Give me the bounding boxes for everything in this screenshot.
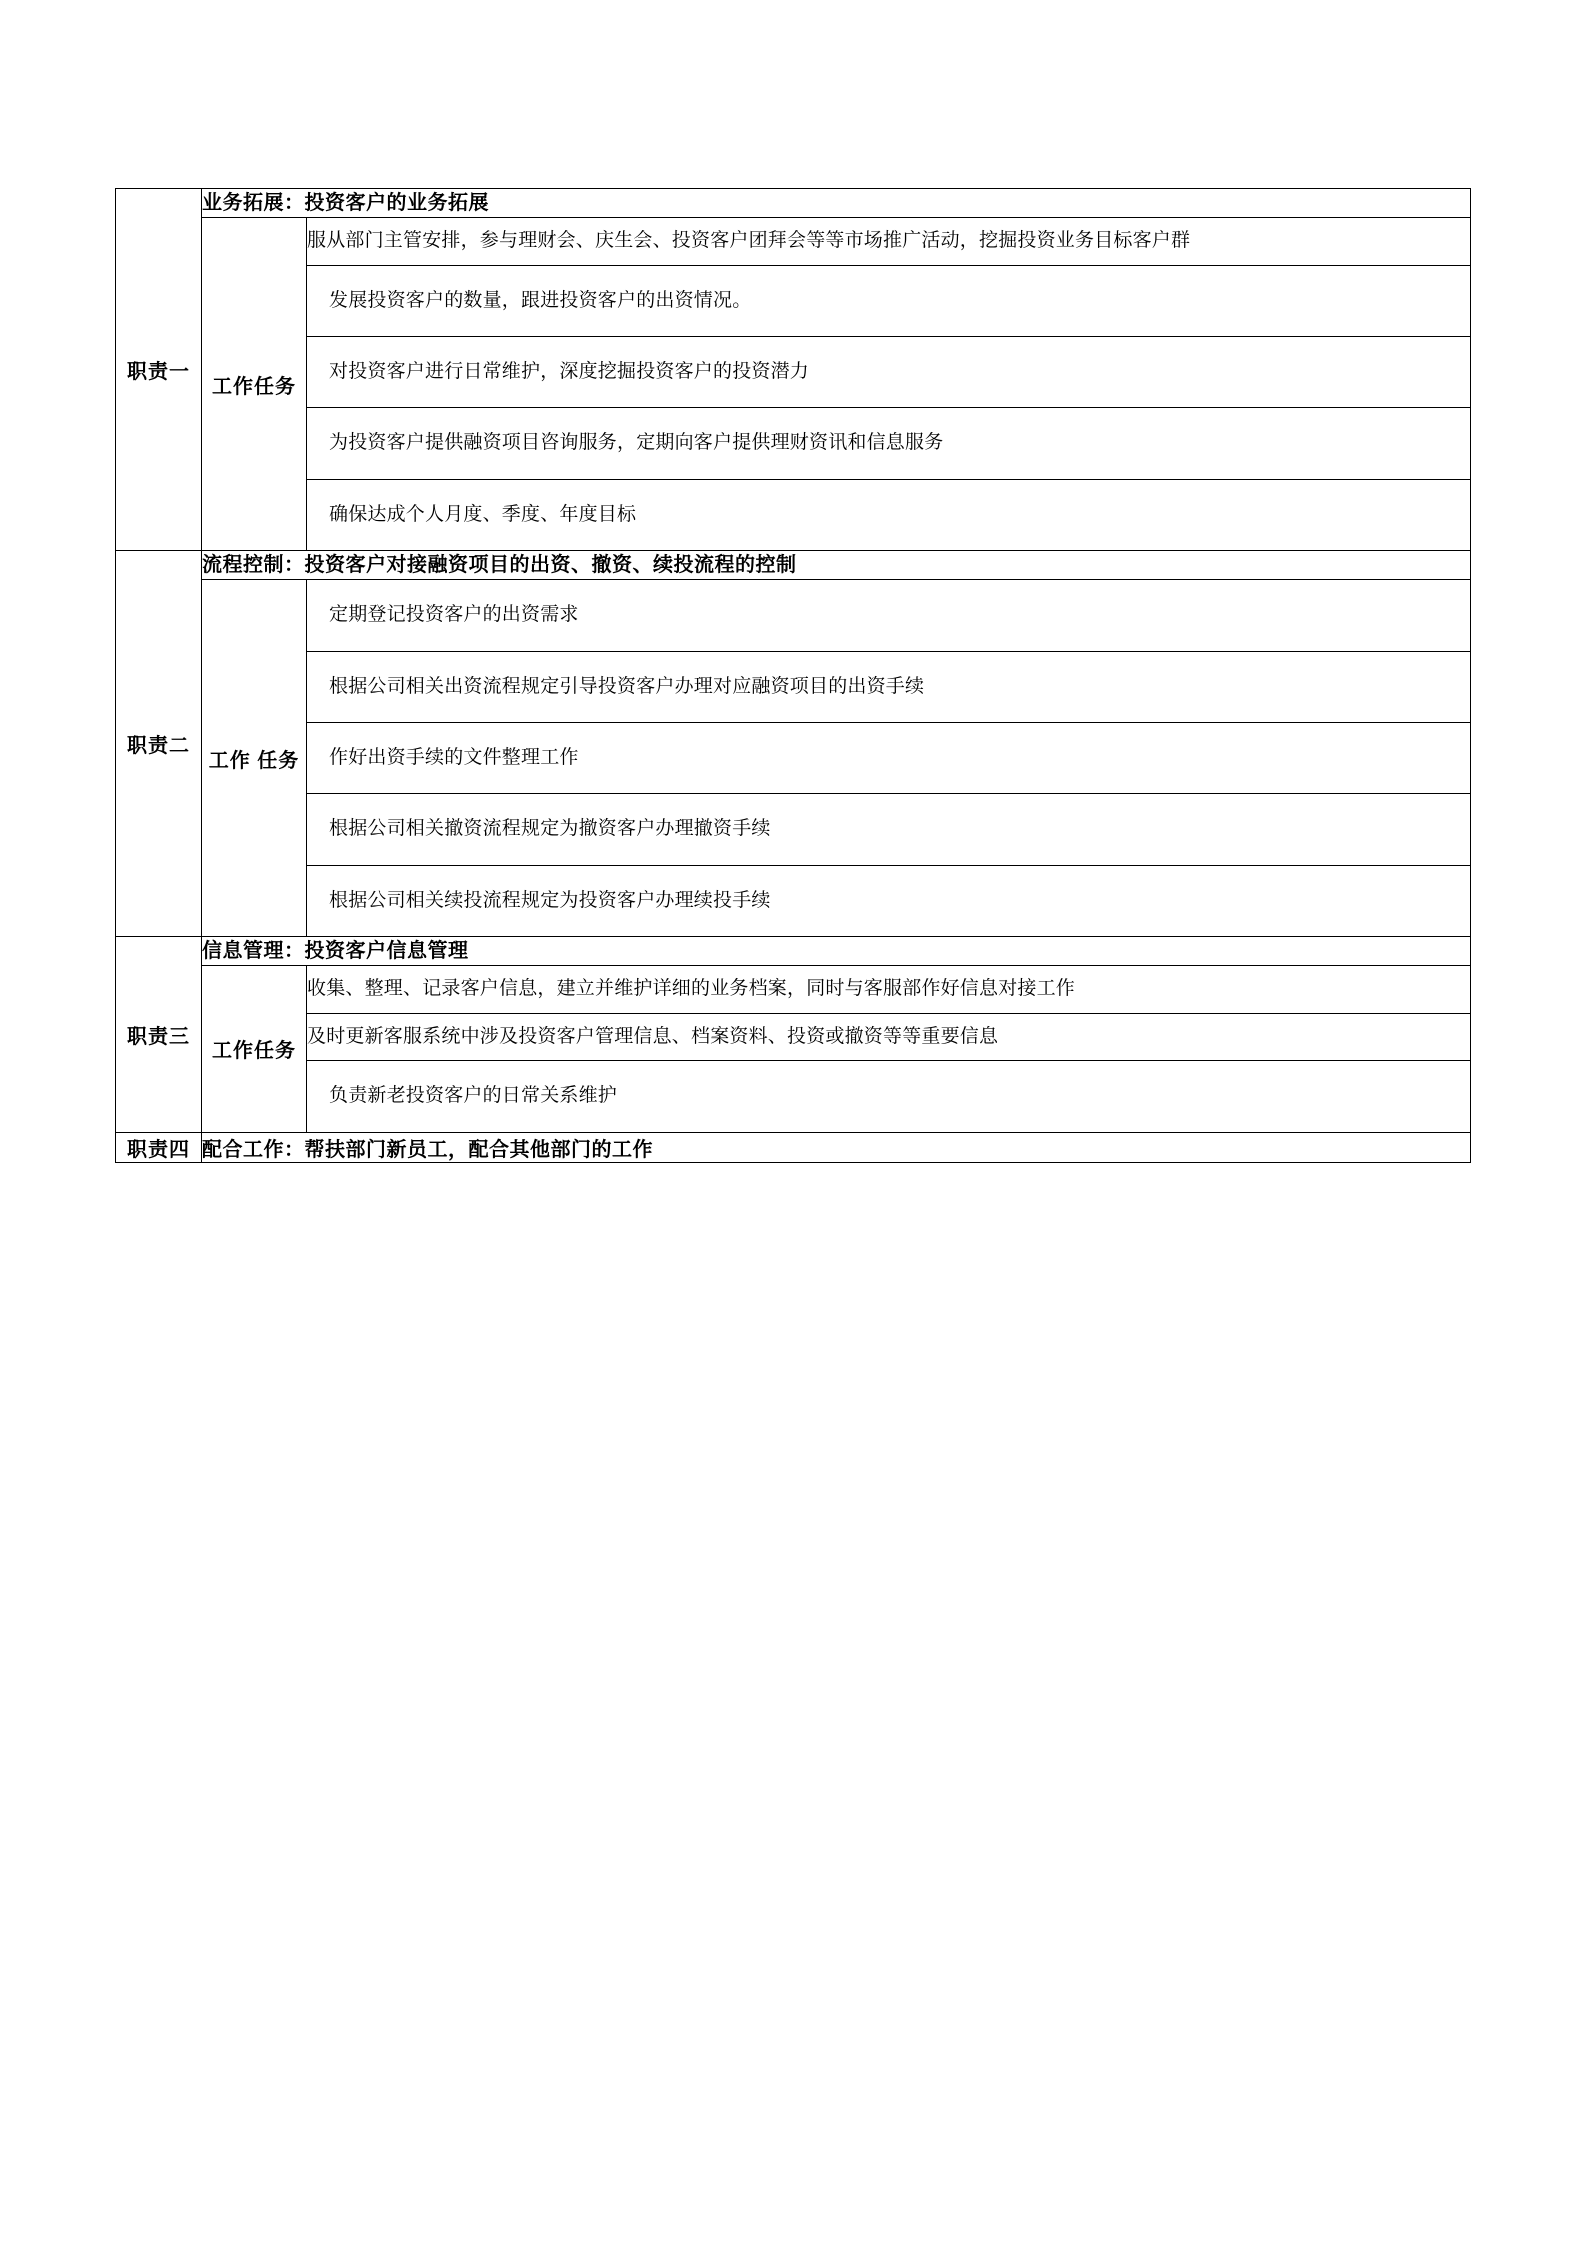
task-text: 根据公司相关续投流程规定为投资客户办理续投手续 xyxy=(307,865,1470,936)
duty-label-4: 职责四 xyxy=(116,1132,202,1162)
list-item xyxy=(307,722,1470,793)
table-row xyxy=(116,1132,1471,1162)
task-text: 对投资客户进行日常维护，深度挖掘投资客户的投资潜力 xyxy=(307,336,1470,407)
task-text: 确保达成个人月度、季度、年度目标 xyxy=(307,479,1470,550)
table-row xyxy=(116,966,1471,1132)
task-label-3: 工作任务 xyxy=(202,966,307,1132)
task-text: 根据公司相关撤资流程规定为撤资客户办理撤资手续 xyxy=(307,794,1470,865)
list-item xyxy=(307,966,1470,1013)
task-text: 定期登记投资客户的出资需求 xyxy=(307,580,1470,651)
task-text: 收集、整理、记录客户信息，建立并维护详细的业务档案，同时与客服部作好信息对接工作 xyxy=(307,966,1470,1013)
list-item xyxy=(307,408,1470,479)
task-text: 服从部门主管安排，参与理财会、庆生会、投资客户团拜会等等市场推广活动，挖掘投资业务目标客户群 xyxy=(307,218,1470,265)
list-item xyxy=(307,865,1470,936)
list-item xyxy=(307,1013,1470,1061)
list-item xyxy=(307,336,1470,407)
section-heading-1: 业务拓展：投资客户的业务拓展 xyxy=(202,189,1471,218)
table-row xyxy=(116,218,1471,551)
list-item xyxy=(307,265,1470,336)
task-text: 根据公司相关出资流程规定引导投资客户办理对应融资项目的出资手续 xyxy=(307,651,1470,722)
list-item xyxy=(307,218,1470,265)
task-inner-table-1 xyxy=(307,218,1470,550)
table-row xyxy=(116,551,1471,580)
list-item xyxy=(307,479,1470,550)
table-row xyxy=(116,580,1471,937)
task-inner-table-3 xyxy=(307,966,1470,1131)
responsibility-table xyxy=(115,188,1471,1163)
list-item xyxy=(307,1061,1470,1132)
table-row xyxy=(116,937,1471,966)
list-item xyxy=(307,794,1470,865)
task-label-2: 工作 任务 xyxy=(202,580,307,937)
task-list-2 xyxy=(307,580,1471,937)
list-item xyxy=(307,651,1470,722)
task-list-3 xyxy=(307,966,1471,1132)
task-text: 作好出资手续的文件整理工作 xyxy=(307,722,1470,793)
task-text: 负责新老投资客户的日常关系维护 xyxy=(307,1061,1470,1132)
task-text: 发展投资客户的数量，跟进投资客户的出资情况。 xyxy=(307,265,1470,336)
task-inner-table-2 xyxy=(307,580,1470,936)
list-item xyxy=(307,580,1470,651)
task-text: 及时更新客服系统中涉及投资客户管理信息、档案资料、投资或撤资等等重要信息 xyxy=(307,1013,1470,1061)
duty-label-1: 职责一 xyxy=(116,189,202,551)
duty-label-2: 职责二 xyxy=(116,551,202,937)
duty-label-3: 职责三 xyxy=(116,937,202,1132)
task-label-1: 工作任务 xyxy=(202,218,307,551)
section-heading-2: 流程控制：投资客户对接融资项目的出资、撤资、续投流程的控制 xyxy=(202,551,1471,580)
section-heading-4: 配合工作：帮扶部门新员工，配合其他部门的工作 xyxy=(202,1132,1471,1162)
section-heading-3: 信息管理：投资客户信息管理 xyxy=(202,937,1471,966)
table-row xyxy=(116,189,1471,218)
task-list-1 xyxy=(307,218,1471,551)
task-text: 为投资客户提供融资项目咨询服务，定期向客户提供理财资讯和信息服务 xyxy=(307,408,1470,479)
